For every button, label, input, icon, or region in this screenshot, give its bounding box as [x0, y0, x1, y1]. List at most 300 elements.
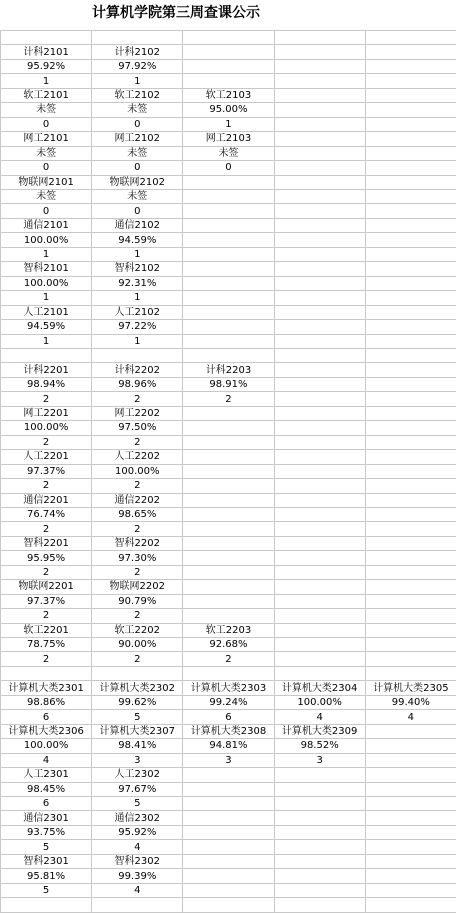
table-cell[interactable]: 未签 — [92, 189, 183, 203]
table-cell[interactable] — [274, 825, 365, 839]
table-cell[interactable] — [274, 565, 365, 579]
table-cell[interactable] — [274, 320, 365, 334]
table-cell[interactable] — [365, 666, 456, 680]
table-cell[interactable]: 3 — [274, 753, 365, 767]
table-cell[interactable] — [92, 898, 183, 912]
table-cell[interactable]: 人工2102 — [92, 305, 183, 319]
table-cell[interactable] — [365, 536, 456, 550]
table-cell[interactable] — [274, 117, 365, 131]
table-cell[interactable] — [183, 45, 274, 59]
table-cell[interactable]: 计算机大类2309 — [274, 724, 365, 738]
table-cell[interactable] — [365, 507, 456, 521]
table-cell[interactable]: 人工2101 — [1, 305, 92, 319]
table-cell[interactable]: 计算机大类2306 — [1, 724, 92, 738]
table-cell[interactable] — [92, 348, 183, 362]
table-cell[interactable] — [183, 825, 274, 839]
table-cell[interactable]: 计算机大类2304 — [274, 681, 365, 695]
table-cell[interactable] — [274, 132, 365, 146]
table-cell[interactable] — [1, 31, 92, 45]
table-cell[interactable]: 1 — [92, 334, 183, 348]
table-cell[interactable]: 网工2202 — [92, 406, 183, 420]
table-cell[interactable]: 100.00% — [1, 421, 92, 435]
table-cell[interactable]: 通信2101 — [1, 218, 92, 232]
table-cell[interactable]: 97.37% — [1, 594, 92, 608]
table-cell[interactable] — [365, 132, 456, 146]
table-cell[interactable] — [365, 31, 456, 45]
table-cell[interactable] — [183, 522, 274, 536]
table-cell[interactable]: 2 — [1, 565, 92, 579]
table-cell[interactable] — [274, 797, 365, 811]
table-cell[interactable]: 78.75% — [1, 638, 92, 652]
table-cell[interactable] — [183, 580, 274, 594]
table-cell[interactable] — [183, 421, 274, 435]
table-cell[interactable]: 1 — [1, 291, 92, 305]
table-cell[interactable] — [274, 74, 365, 88]
table-cell[interactable] — [183, 334, 274, 348]
table-cell[interactable]: 1 — [1, 334, 92, 348]
table-cell[interactable]: 物联网2102 — [92, 175, 183, 189]
table-cell[interactable]: 2 — [92, 479, 183, 493]
table-cell[interactable] — [274, 363, 365, 377]
table-cell[interactable] — [92, 31, 183, 45]
table-cell[interactable]: 4 — [92, 840, 183, 854]
table-cell[interactable]: 97.50% — [92, 421, 183, 435]
table-cell[interactable] — [274, 450, 365, 464]
table-cell[interactable] — [274, 88, 365, 102]
table-cell[interactable] — [183, 594, 274, 608]
table-cell[interactable]: 3 — [183, 753, 274, 767]
table-cell[interactable] — [183, 840, 274, 854]
table-cell[interactable]: 网工2201 — [1, 406, 92, 420]
table-cell[interactable] — [183, 189, 274, 203]
table-cell[interactable]: 5 — [92, 797, 183, 811]
table-cell[interactable] — [365, 869, 456, 883]
table-cell[interactable]: 97.67% — [92, 782, 183, 796]
table-cell[interactable]: 98.52% — [274, 739, 365, 753]
table-cell[interactable] — [365, 623, 456, 637]
table-cell[interactable]: 3 — [92, 753, 183, 767]
table-cell[interactable] — [274, 348, 365, 362]
table-cell[interactable] — [1, 898, 92, 912]
table-cell[interactable] — [183, 666, 274, 680]
table-cell[interactable] — [365, 797, 456, 811]
table-cell[interactable] — [183, 464, 274, 478]
table-cell[interactable] — [365, 103, 456, 117]
table-cell[interactable]: 94.59% — [92, 233, 183, 247]
table-cell[interactable] — [365, 883, 456, 897]
table-cell[interactable] — [274, 594, 365, 608]
table-cell[interactable]: 1 — [1, 247, 92, 261]
table-cell[interactable] — [183, 811, 274, 825]
table-cell[interactable]: 0 — [1, 204, 92, 218]
table-cell[interactable] — [274, 334, 365, 348]
table-cell[interactable] — [183, 479, 274, 493]
table-cell[interactable]: 人工2301 — [1, 768, 92, 782]
table-cell[interactable]: 软工2101 — [1, 88, 92, 102]
table-cell[interactable]: 97.92% — [92, 59, 183, 73]
table-cell[interactable] — [274, 218, 365, 232]
table-cell[interactable]: 未签 — [1, 146, 92, 160]
table-cell[interactable] — [274, 479, 365, 493]
table-cell[interactable] — [183, 551, 274, 565]
table-cell[interactable]: 95.95% — [1, 551, 92, 565]
table-cell[interactable] — [274, 435, 365, 449]
table-cell[interactable] — [183, 59, 274, 73]
table-cell[interactable] — [274, 464, 365, 478]
table-cell[interactable] — [365, 825, 456, 839]
table-cell[interactable]: 98.94% — [1, 377, 92, 391]
table-cell[interactable] — [274, 247, 365, 261]
table-cell[interactable] — [365, 218, 456, 232]
table-cell[interactable] — [274, 854, 365, 868]
table-cell[interactable]: 92.31% — [92, 276, 183, 290]
table-cell[interactable]: 98.65% — [92, 507, 183, 521]
table-cell[interactable]: 100.00% — [1, 276, 92, 290]
table-cell[interactable] — [365, 45, 456, 59]
table-cell[interactable] — [183, 797, 274, 811]
table-cell[interactable] — [274, 291, 365, 305]
table-cell[interactable]: 2 — [1, 392, 92, 406]
table-cell[interactable]: 2 — [92, 392, 183, 406]
table-cell[interactable] — [365, 840, 456, 854]
table-cell[interactable]: 2 — [92, 565, 183, 579]
table-cell[interactable]: 98.91% — [183, 377, 274, 391]
table-cell[interactable] — [274, 782, 365, 796]
table-cell[interactable] — [183, 233, 274, 247]
table-cell[interactable]: 2 — [1, 479, 92, 493]
table-cell[interactable]: 95.92% — [1, 59, 92, 73]
table-cell[interactable] — [274, 869, 365, 883]
table-cell[interactable]: 2 — [1, 435, 92, 449]
table-cell[interactable] — [183, 276, 274, 290]
table-cell[interactable]: 软工2203 — [183, 623, 274, 637]
table-cell[interactable] — [365, 146, 456, 160]
table-cell[interactable] — [274, 551, 365, 565]
table-cell[interactable]: 100.00% — [92, 464, 183, 478]
table-cell[interactable] — [365, 898, 456, 912]
table-cell[interactable] — [183, 291, 274, 305]
table-cell[interactable] — [274, 59, 365, 73]
table-cell[interactable] — [365, 753, 456, 767]
table-cell[interactable] — [365, 291, 456, 305]
table-cell[interactable] — [274, 305, 365, 319]
table-cell[interactable]: 软工2201 — [1, 623, 92, 637]
table-cell[interactable]: 92.68% — [183, 638, 274, 652]
table-cell[interactable]: 计算机大类2308 — [183, 724, 274, 738]
table-cell[interactable]: 0 — [92, 117, 183, 131]
table-cell[interactable] — [1, 666, 92, 680]
table-cell[interactable]: 5 — [1, 840, 92, 854]
table-cell[interactable]: 智科2102 — [92, 262, 183, 276]
table-cell[interactable] — [365, 522, 456, 536]
table-cell[interactable] — [274, 507, 365, 521]
table-cell[interactable]: 98.45% — [1, 782, 92, 796]
table-cell[interactable]: 智科2201 — [1, 536, 92, 550]
table-cell[interactable]: 98.96% — [92, 377, 183, 391]
table-cell[interactable] — [274, 146, 365, 160]
table-cell[interactable] — [274, 768, 365, 782]
table-cell[interactable] — [274, 262, 365, 276]
table-cell[interactable] — [274, 522, 365, 536]
table-cell[interactable]: 人工2201 — [1, 450, 92, 464]
table-cell[interactable] — [365, 204, 456, 218]
table-cell[interactable]: 网工2101 — [1, 132, 92, 146]
table-cell[interactable] — [183, 450, 274, 464]
table-cell[interactable]: 计科2203 — [183, 363, 274, 377]
table-cell[interactable] — [365, 565, 456, 579]
table-cell[interactable] — [365, 320, 456, 334]
table-cell[interactable]: 计科2101 — [1, 45, 92, 59]
table-cell[interactable] — [183, 204, 274, 218]
table-cell[interactable]: 95.81% — [1, 869, 92, 883]
table-cell[interactable]: 2 — [183, 392, 274, 406]
table-cell[interactable] — [365, 334, 456, 348]
table-cell[interactable]: 6 — [1, 797, 92, 811]
table-cell[interactable]: 0 — [183, 161, 274, 175]
table-cell[interactable] — [365, 435, 456, 449]
table-cell[interactable] — [274, 840, 365, 854]
table-cell[interactable]: 2 — [92, 652, 183, 666]
table-cell[interactable]: 93.75% — [1, 825, 92, 839]
table-cell[interactable]: 通信2201 — [1, 493, 92, 507]
table-cell[interactable] — [274, 811, 365, 825]
table-cell[interactable] — [365, 782, 456, 796]
table-cell[interactable]: 智科2202 — [92, 536, 183, 550]
table-cell[interactable] — [365, 59, 456, 73]
table-cell[interactable] — [274, 392, 365, 406]
table-cell[interactable]: 0 — [92, 204, 183, 218]
table-cell[interactable]: 90.79% — [92, 594, 183, 608]
table-cell[interactable] — [183, 74, 274, 88]
table-cell[interactable]: 97.37% — [1, 464, 92, 478]
table-cell[interactable] — [365, 117, 456, 131]
table-cell[interactable] — [274, 536, 365, 550]
table-cell[interactable]: 95.92% — [92, 825, 183, 839]
table-cell[interactable] — [365, 88, 456, 102]
table-cell[interactable]: 99.62% — [92, 695, 183, 709]
table-cell[interactable] — [274, 103, 365, 117]
table-cell[interactable] — [365, 724, 456, 738]
table-cell[interactable] — [92, 666, 183, 680]
table-cell[interactable]: 5 — [92, 710, 183, 724]
table-cell[interactable] — [183, 320, 274, 334]
table-cell[interactable] — [274, 189, 365, 203]
table-cell[interactable]: 计科2202 — [92, 363, 183, 377]
table-cell[interactable] — [365, 854, 456, 868]
table-cell[interactable] — [365, 594, 456, 608]
table-cell[interactable]: 通信2202 — [92, 493, 183, 507]
table-cell[interactable]: 4 — [274, 710, 365, 724]
table-cell[interactable]: 计科2102 — [92, 45, 183, 59]
table-cell[interactable] — [183, 507, 274, 521]
table-cell[interactable]: 软工2103 — [183, 88, 274, 102]
table-cell[interactable]: 2 — [1, 652, 92, 666]
table-cell[interactable]: 1 — [183, 117, 274, 131]
table-cell[interactable] — [274, 45, 365, 59]
table-cell[interactable] — [183, 348, 274, 362]
table-cell[interactable] — [183, 768, 274, 782]
table-cell[interactable]: 网工2103 — [183, 132, 274, 146]
table-cell[interactable]: 计算机大类2305 — [365, 681, 456, 695]
table-cell[interactable]: 94.81% — [183, 739, 274, 753]
table-cell[interactable]: 智科2101 — [1, 262, 92, 276]
table-cell[interactable] — [183, 898, 274, 912]
table-cell[interactable] — [183, 536, 274, 550]
table-cell[interactable]: 0 — [1, 161, 92, 175]
table-cell[interactable]: 2 — [92, 522, 183, 536]
table-cell[interactable] — [365, 348, 456, 362]
table-cell[interactable] — [274, 233, 365, 247]
table-cell[interactable] — [274, 580, 365, 594]
table-cell[interactable] — [274, 31, 365, 45]
table-cell[interactable] — [365, 811, 456, 825]
table-cell[interactable] — [183, 305, 274, 319]
table-cell[interactable] — [183, 883, 274, 897]
table-cell[interactable]: 人工2302 — [92, 768, 183, 782]
table-cell[interactable]: 97.30% — [92, 551, 183, 565]
table-cell[interactable] — [274, 623, 365, 637]
table-cell[interactable] — [365, 276, 456, 290]
table-cell[interactable]: 未签 — [1, 103, 92, 117]
table-cell[interactable] — [365, 74, 456, 88]
table-cell[interactable] — [365, 262, 456, 276]
table-cell[interactable]: 人工2202 — [92, 450, 183, 464]
table-cell[interactable] — [365, 305, 456, 319]
table-cell[interactable]: 计算机大类2301 — [1, 681, 92, 695]
table-cell[interactable]: 1 — [92, 291, 183, 305]
table-cell[interactable] — [274, 204, 365, 218]
table-cell[interactable] — [274, 638, 365, 652]
table-cell[interactable] — [274, 493, 365, 507]
table-cell[interactable] — [183, 435, 274, 449]
table-cell[interactable]: 99.24% — [183, 695, 274, 709]
table-cell[interactable] — [183, 247, 274, 261]
table-cell[interactable]: 计算机大类2302 — [92, 681, 183, 695]
table-cell[interactable]: 物联网2201 — [1, 580, 92, 594]
table-cell[interactable] — [274, 666, 365, 680]
table-cell[interactable]: 计算机大类2303 — [183, 681, 274, 695]
table-cell[interactable]: 软工2202 — [92, 623, 183, 637]
table-cell[interactable] — [365, 421, 456, 435]
table-cell[interactable]: 2 — [183, 652, 274, 666]
table-cell[interactable]: 94.59% — [1, 320, 92, 334]
table-cell[interactable]: 通信2102 — [92, 218, 183, 232]
table-cell[interactable] — [365, 392, 456, 406]
table-cell[interactable] — [365, 580, 456, 594]
table-cell[interactable]: 1 — [1, 74, 92, 88]
table-cell[interactable] — [365, 551, 456, 565]
table-cell[interactable]: 100.00% — [274, 695, 365, 709]
table-cell[interactable]: 4 — [365, 710, 456, 724]
table-cell[interactable] — [365, 233, 456, 247]
table-cell[interactable]: 97.22% — [92, 320, 183, 334]
table-cell[interactable] — [274, 883, 365, 897]
table-cell[interactable] — [274, 421, 365, 435]
table-cell[interactable]: 智科2302 — [92, 854, 183, 868]
table-cell[interactable]: 未签 — [183, 146, 274, 160]
table-cell[interactable]: 网工2102 — [92, 132, 183, 146]
table-cell[interactable] — [274, 377, 365, 391]
table-cell[interactable]: 6 — [183, 710, 274, 724]
table-cell[interactable]: 5 — [1, 883, 92, 897]
table-cell[interactable]: 76.74% — [1, 507, 92, 521]
table-cell[interactable]: 2 — [1, 609, 92, 623]
table-cell[interactable]: 99.39% — [92, 869, 183, 883]
table-cell[interactable]: 4 — [92, 883, 183, 897]
table-cell[interactable]: 98.41% — [92, 739, 183, 753]
table-cell[interactable]: 物联网2202 — [92, 580, 183, 594]
table-cell[interactable] — [365, 652, 456, 666]
table-cell[interactable] — [365, 739, 456, 753]
table-cell[interactable] — [183, 262, 274, 276]
table-cell[interactable] — [365, 768, 456, 782]
table-cell[interactable] — [365, 638, 456, 652]
table-cell[interactable]: 98.86% — [1, 695, 92, 709]
table-cell[interactable]: 2 — [92, 435, 183, 449]
table-cell[interactable] — [365, 363, 456, 377]
table-cell[interactable] — [274, 175, 365, 189]
table-cell[interactable] — [183, 565, 274, 579]
table-cell[interactable]: 4 — [1, 753, 92, 767]
table-cell[interactable]: 未签 — [92, 146, 183, 160]
table-cell[interactable] — [274, 652, 365, 666]
table-cell[interactable] — [274, 276, 365, 290]
table-cell[interactable] — [183, 406, 274, 420]
table-cell[interactable] — [183, 493, 274, 507]
table-cell[interactable] — [365, 161, 456, 175]
table-cell[interactable]: 计科2201 — [1, 363, 92, 377]
table-cell[interactable] — [365, 377, 456, 391]
table-cell[interactable] — [183, 31, 274, 45]
table-cell[interactable] — [183, 218, 274, 232]
table-cell[interactable] — [365, 464, 456, 478]
table-cell[interactable] — [274, 161, 365, 175]
table-cell[interactable]: 软工2102 — [92, 88, 183, 102]
table-cell[interactable] — [183, 175, 274, 189]
table-cell[interactable]: 0 — [92, 161, 183, 175]
table-cell[interactable]: 计算机大类2307 — [92, 724, 183, 738]
table-cell[interactable]: 未签 — [1, 189, 92, 203]
table-cell[interactable]: 未签 — [92, 103, 183, 117]
table-cell[interactable]: 1 — [92, 247, 183, 261]
table-cell[interactable]: 通信2302 — [92, 811, 183, 825]
table-cell[interactable]: 99.40% — [365, 695, 456, 709]
table-cell[interactable] — [274, 898, 365, 912]
table-cell[interactable]: 100.00% — [1, 739, 92, 753]
table-cell[interactable]: 1 — [92, 74, 183, 88]
table-cell[interactable]: 6 — [1, 710, 92, 724]
table-cell[interactable]: 物联网2101 — [1, 175, 92, 189]
table-cell[interactable]: 90.00% — [92, 638, 183, 652]
table-cell[interactable] — [365, 450, 456, 464]
table-cell[interactable] — [365, 189, 456, 203]
table-cell[interactable] — [365, 493, 456, 507]
table-cell[interactable] — [365, 175, 456, 189]
table-cell[interactable] — [183, 869, 274, 883]
table-cell[interactable] — [274, 406, 365, 420]
table-cell[interactable]: 2 — [92, 609, 183, 623]
table-cell[interactable]: 0 — [1, 117, 92, 131]
table-cell[interactable] — [365, 247, 456, 261]
table-cell[interactable]: 智科2301 — [1, 854, 92, 868]
table-cell[interactable]: 通信2301 — [1, 811, 92, 825]
table-cell[interactable] — [365, 609, 456, 623]
table-cell[interactable] — [365, 479, 456, 493]
table-cell[interactable]: 100.00% — [1, 233, 92, 247]
table-cell[interactable] — [183, 609, 274, 623]
table-cell[interactable] — [274, 609, 365, 623]
table-cell[interactable] — [183, 782, 274, 796]
